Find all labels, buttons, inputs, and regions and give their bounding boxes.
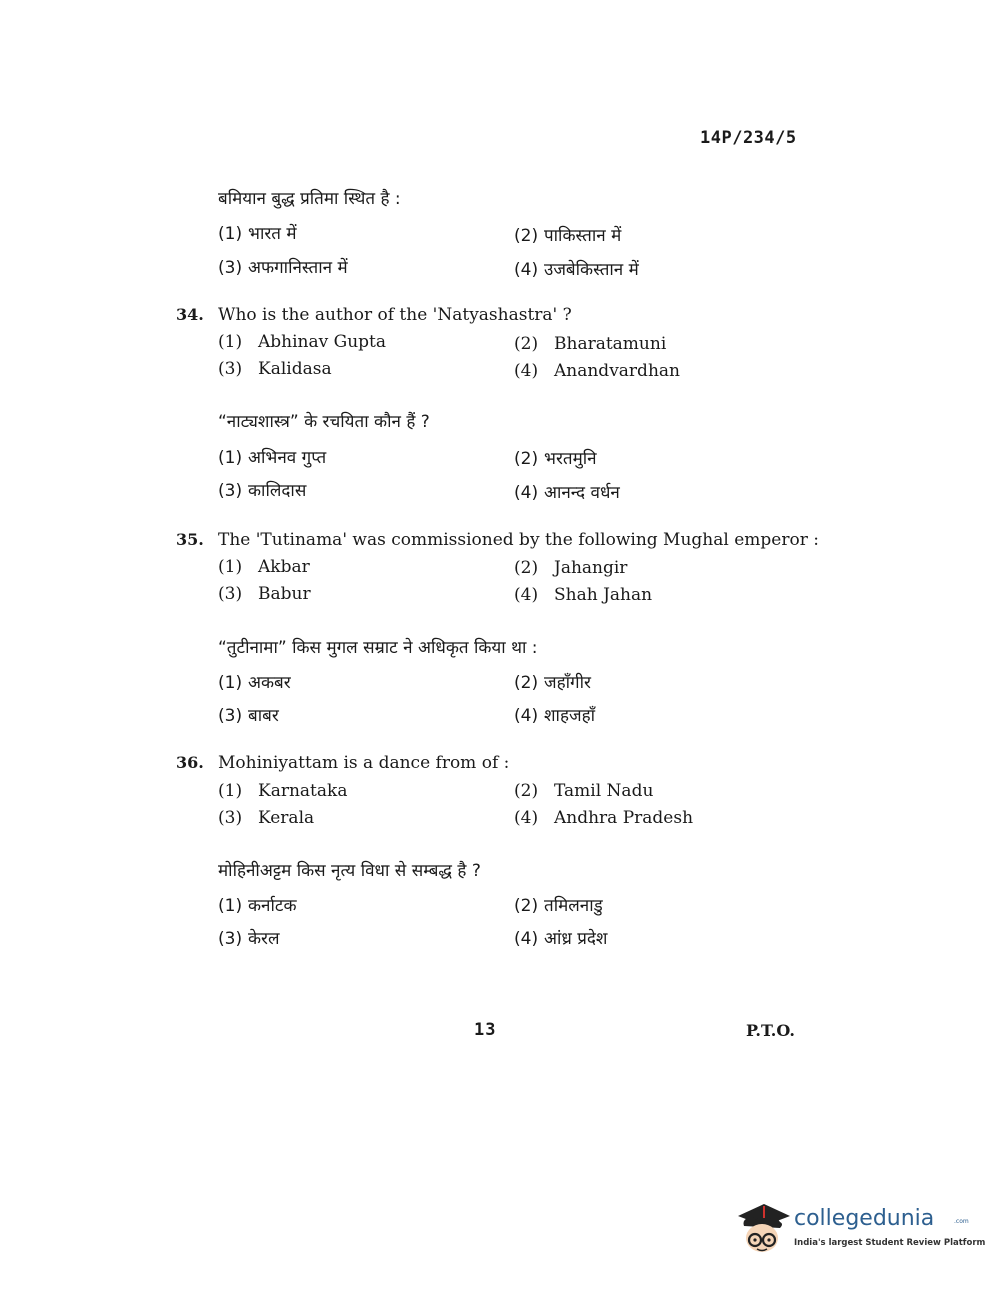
option-text: Abhinav Gupta (258, 332, 387, 352)
option-text: अकबर (248, 673, 291, 693)
q33-hindi-option-2 (514, 223, 621, 246)
option-number: (4) (514, 706, 539, 726)
q36-hindi-option-4 (514, 926, 608, 949)
option-number: (2) (514, 558, 539, 578)
q33-hindi-option-4 (514, 257, 639, 280)
option-text: Andhra Pradesh (554, 808, 694, 828)
q34-hindi-option-3 (218, 478, 306, 501)
logo-suffix: .com (954, 1218, 969, 1225)
q35-option-1 (218, 557, 310, 577)
option-text: शाहजहाँ (544, 706, 596, 726)
q34-hindi-option-2 (514, 446, 597, 469)
q34-text: Who is the author of the 'Natyashastra' ? (218, 305, 572, 325)
q33-hindi-question: बमियान बुद्ध प्रतिमा स्थित है : (218, 189, 401, 209)
option-number: (3) (218, 808, 243, 828)
q34-option-2 (514, 334, 666, 354)
option-text: बाबर (248, 706, 279, 726)
option-text: केरल (248, 929, 280, 949)
option-text: कालिदास (248, 481, 307, 501)
option-number: (2) (514, 673, 539, 693)
q36-hindi-option-1 (218, 893, 297, 916)
option-text: पाकिस्तान में (544, 226, 622, 246)
q35-hindi-option-4 (514, 703, 595, 726)
q35-hindi-option-1 (218, 670, 291, 693)
q35-option-2 (514, 558, 627, 578)
option-number: (1) (218, 557, 243, 577)
option-text: Shah Jahan (554, 585, 653, 605)
q36-number: 36. (176, 753, 204, 772)
q36-hindi-option-2 (514, 893, 603, 916)
q34-hindi-option-1 (218, 445, 326, 468)
q36-hindi-question: मोहिनीअट्टम किस नृत्य विधा से सम्बद्ध है ? (218, 861, 481, 881)
q33-hindi-option-3 (218, 255, 348, 278)
q36-text: Mohiniyattam is a dance from of : (218, 753, 510, 773)
option-number: (1) (218, 448, 243, 468)
q34-number: 34. (176, 305, 204, 324)
page-code: 14P/234/5 (700, 128, 797, 148)
option-number: (4) (514, 483, 539, 503)
q34-hindi-option-4 (514, 480, 620, 503)
option-text: कर्नाटक (248, 896, 297, 916)
option-number: (3) (218, 258, 243, 278)
q36-option-2 (514, 781, 653, 801)
q36-hindi-option-3 (218, 926, 280, 949)
option-text: तमिलनाडु (544, 896, 603, 916)
option-number: (1) (218, 332, 243, 352)
collegedunia-watermark (734, 1196, 986, 1260)
option-text: अफगानिस्तान में (248, 258, 348, 278)
q36-option-4 (514, 808, 693, 828)
q36-option-3 (218, 808, 314, 828)
option-text: भारत में (248, 224, 297, 244)
student-mascot-icon (734, 1196, 792, 1260)
option-number: (4) (514, 361, 539, 381)
option-text: Anandvardhan (554, 361, 680, 381)
q33-hindi-option-1 (218, 221, 297, 244)
q35-hindi-question: “तुटीनामा” किस मुगल सम्राट ने अधिकृत किया था : (218, 638, 538, 658)
option-text: Karnataka (258, 781, 348, 801)
q34-option-3 (218, 359, 332, 379)
option-text: Bharatamuni (554, 334, 667, 354)
option-text: जहाँगीर (544, 673, 591, 693)
option-number: (1) (218, 781, 243, 801)
q34-option-1 (218, 332, 386, 352)
option-number: (2) (514, 781, 539, 801)
option-number: (3) (218, 584, 243, 604)
option-text: Jahangir (554, 558, 628, 578)
option-number: (1) (218, 673, 243, 693)
q35-hindi-option-3 (218, 703, 279, 726)
option-number: (4) (514, 260, 539, 280)
q35-text: The 'Tutinama' was commissioned by the following Mughal emperor : (218, 530, 819, 550)
option-number: (2) (514, 449, 539, 469)
option-number: (3) (218, 929, 243, 949)
option-text: Akbar (258, 557, 310, 577)
option-text: Babur (258, 584, 311, 604)
option-text: आंध्र प्रदेश (544, 929, 608, 949)
option-text: भरतमुनि (544, 449, 597, 469)
q35-option-4 (514, 585, 652, 605)
q35-option-3 (218, 584, 311, 604)
option-text: आनन्द वर्धन (544, 483, 620, 503)
option-number: (3) (218, 359, 243, 379)
option-text: उजबेकिस्तान में (544, 260, 639, 280)
q35-hindi-option-2 (514, 670, 591, 693)
q34-hindi-question: “नाट्यशास्त्र” के रचयिता कौन हैं ? (218, 412, 430, 432)
q34-option-4 (514, 361, 680, 381)
option-number: (3) (218, 706, 243, 726)
option-text: Kerala (258, 808, 315, 828)
option-number: (4) (514, 808, 539, 828)
option-number: (2) (514, 334, 539, 354)
pto-label: P.T.O. (746, 1021, 795, 1040)
q36-option-1 (218, 781, 347, 801)
option-number: (2) (514, 896, 539, 916)
logo-name: collegedunia (794, 1206, 935, 1231)
option-text: अभिनव गुप्त (248, 448, 327, 468)
option-number: (4) (514, 585, 539, 605)
option-number: (1) (218, 224, 243, 244)
option-text: Tamil Nadu (554, 781, 654, 801)
option-number: (4) (514, 929, 539, 949)
option-number: (2) (514, 226, 539, 246)
option-number: (3) (218, 481, 243, 501)
option-text: Kalidasa (258, 359, 332, 379)
logo-tagline: India's largest Student Review Platform (794, 1238, 986, 1248)
option-number: (1) (218, 896, 243, 916)
page-number: 13 (474, 1020, 497, 1040)
q35-number: 35. (176, 530, 204, 549)
